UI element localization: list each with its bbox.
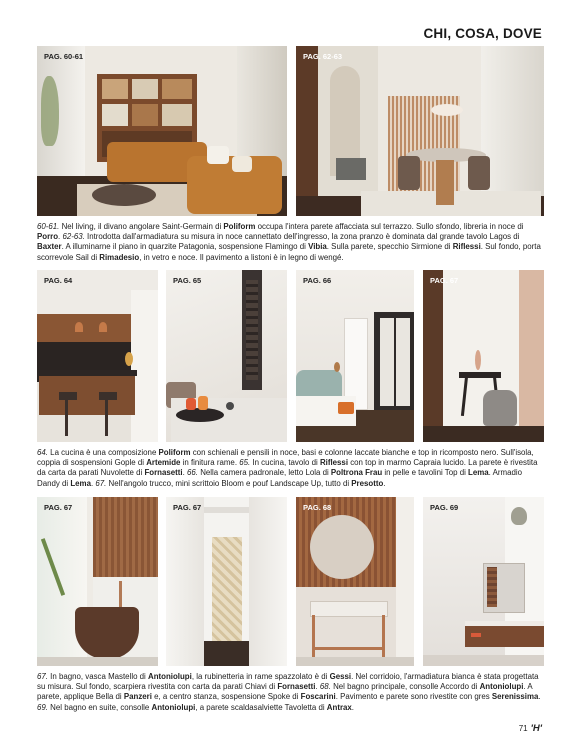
caption-text: .	[182, 468, 188, 478]
caption-text: , a parete scaldasalviette Tavoletta di	[195, 702, 327, 712]
brand-name: Gessi	[329, 672, 352, 681]
page-ref: 67.	[95, 478, 107, 488]
caption-text: Nel bagno en suite, consolle	[47, 702, 152, 712]
caption-text: In bagno, vasca Mastello di	[47, 672, 148, 681]
page-ref: 62-63.	[62, 232, 85, 242]
caption-text: .	[538, 692, 541, 702]
page-tag: PAG. 68	[303, 503, 332, 512]
caption-text: con top in marmo Capraia lucido. La parete è rivestita da carta da parati Nuvolette di	[37, 458, 538, 478]
photo-vanity	[423, 270, 544, 442]
brand-name: Poliform	[223, 222, 256, 231]
brand-name: Antrax	[326, 702, 352, 712]
caption-text: .	[58, 232, 63, 242]
caption-text: , la rubinetteria in rame spazzolato è di	[191, 672, 330, 681]
caption-text: .	[315, 682, 320, 692]
page-tag: PAG. 64	[44, 276, 73, 285]
photo-dining	[296, 46, 544, 216]
brand-name: Poltrona Frau	[330, 468, 383, 478]
page-tag: PAG. 65	[173, 276, 202, 285]
caption-text: occupa l'intera parete affacciata sul terrazzo. Sullo sfondo, libreria in noce di	[255, 222, 524, 231]
caption-text: Nel bagno principale, consolle Accordo di	[330, 682, 480, 692]
page-ref: 66.	[187, 468, 198, 478]
brand-name: Fornasetti	[144, 468, 183, 478]
caption-text: Nella camera padronale, letto Lola di	[198, 468, 331, 478]
brand-name: Artemide	[146, 458, 181, 468]
brand-name: Poliform	[158, 448, 191, 457]
page-ref: 67.	[37, 672, 48, 681]
page-number	[519, 723, 542, 734]
brand-name: Foscarini	[300, 692, 336, 702]
brand-name: Porro	[37, 232, 59, 242]
magazine-logo: 'H'	[530, 723, 542, 734]
page-tag: PAG. 66	[303, 276, 332, 285]
caption-kitchen-bedroom	[37, 448, 544, 489]
page-tag: PAG. 67	[44, 503, 73, 512]
brand-name: Lema	[468, 468, 489, 478]
page-ref: 69.	[37, 702, 48, 712]
brand-name: Antoniolupi	[148, 672, 192, 681]
caption-text: in finitura rame.	[180, 458, 240, 468]
page-tag: PAG. 67	[430, 276, 459, 285]
page-tag: PAG. 67	[173, 503, 202, 512]
caption-living-dining	[37, 222, 544, 263]
caption-text: Nell'angolo trucco, mini scrittoio Bloom e pouf Landscape Up, tutto di	[106, 478, 352, 488]
caption-text: . Nel corridoio, l'armadiatura bianca è stata progettata su misura. Sul fondo, scarpiera rivestita con carta da parati Chiavi di	[37, 672, 539, 692]
caption-text: , in vetro e noce. Il pavimento a listoni è in legno di wengé.	[139, 252, 344, 262]
page-ref: 60-61.	[37, 222, 60, 231]
caption-text: .	[90, 478, 96, 488]
caption-bathrooms	[37, 672, 544, 713]
brand-name: Riflessi	[452, 242, 481, 252]
brand-name: Riflessi	[319, 458, 349, 468]
caption-text: La cucina è una composizione	[47, 448, 159, 457]
brand-name: Baxter	[37, 242, 62, 252]
caption-text: . Sul fondo, porta scorrevole Sail di	[37, 242, 541, 262]
caption-text: con schienali e pensili in noce, basi e colonne laccate bianche e top in ricomposto nero. Sull'isola, coppia di sospensioni Gople di	[37, 448, 534, 468]
page-tag: PAG. 62-63	[303, 52, 343, 61]
caption-text: e, a centro stanza, sospensione Spoke di	[151, 692, 301, 702]
caption-text: .	[383, 478, 386, 488]
photo-bedroom	[296, 270, 414, 442]
brand-name: Fornasetti	[277, 682, 316, 692]
page-tag: PAG. 60-61	[44, 52, 84, 61]
photo-main-bathroom	[296, 497, 414, 666]
caption-text: . A parete, applique Bella di	[37, 682, 533, 702]
brand-name: Serenissima	[491, 692, 539, 702]
brand-name: Antoniolupi	[151, 702, 196, 712]
caption-text: . Armadio Dandy di	[37, 468, 523, 488]
section-title: CHI, COSA, DOVE	[423, 26, 542, 41]
photo-bathroom-tub	[37, 497, 158, 666]
page-number-value: 71	[518, 724, 528, 733]
caption-text: .	[351, 702, 354, 712]
brand-name: Panzeri	[123, 692, 152, 702]
photo-ensuite-bathroom	[423, 497, 544, 666]
brand-name: Lema	[70, 478, 91, 488]
caption-text: Introdotta dall'armadiatura su misura in noce cannettato dell'ingresso, la zona pranzo è dominata dal grande tavolo Lagos di	[84, 232, 520, 242]
page-tag: PAG. 69	[430, 503, 459, 512]
caption-text: In cucina, tavolo di	[250, 458, 320, 468]
brand-name: Presotto	[351, 478, 384, 488]
photo-corridor	[166, 497, 287, 666]
caption-text: . A illuminarne il piano in quarzite Patagonia, sospensione Flamingo di	[61, 242, 309, 252]
page-ref: 64.	[37, 448, 48, 457]
caption-text: . Pavimento e parete sono rivestite con gres	[335, 692, 492, 702]
photo-kitchen-table	[166, 270, 287, 442]
page-ref: 68.	[319, 682, 331, 692]
brand-name: Rimadesio	[99, 252, 140, 262]
brand-name: Antoniolupi	[479, 682, 524, 692]
page-ref: 65.	[239, 458, 251, 468]
photo-living	[37, 46, 287, 216]
caption-text: . Sulla parete, specchio Sirmione di	[326, 242, 453, 252]
photo-kitchen	[37, 270, 158, 442]
caption-text: in pelle e tavolini Top di	[382, 468, 469, 478]
brand-name: Vibia	[308, 242, 327, 252]
caption-text: Nel living, il divano angolare Saint-Germain di	[59, 222, 224, 231]
